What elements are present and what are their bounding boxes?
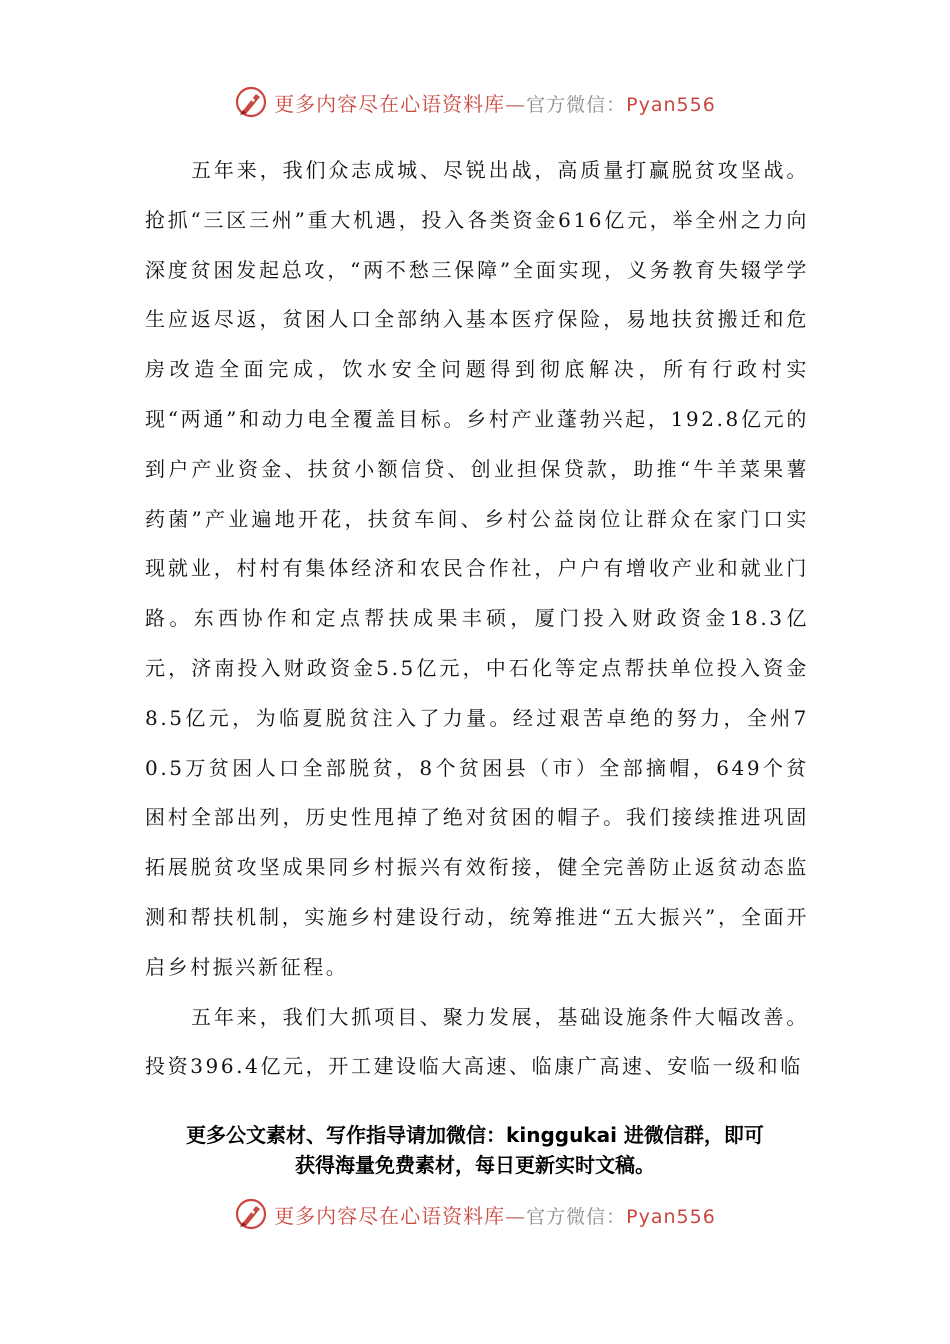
watermark-official: 官方微信： — [526, 93, 627, 116]
watermark-separator: — — [505, 1203, 527, 1228]
watermark-official: 官方微信： — [526, 1205, 627, 1228]
footer-watermark — [0, 1194, 950, 1234]
pen-nib-logo-icon — [234, 85, 268, 119]
watermark-text — [274, 88, 716, 117]
header-watermark — [0, 82, 950, 122]
promo-note-line-2: 获得海量免费素材，每日更新实时文稿。 — [295, 1153, 655, 1177]
watermark-main: 更多内容尽在心语资料库 — [274, 91, 506, 116]
pen-nib-logo-icon — [234, 1197, 268, 1231]
watermark-main: 更多内容尽在心语资料库 — [274, 1203, 506, 1228]
watermark-wechat-id: Pyan556 — [626, 1205, 716, 1228]
watermark-text — [274, 1200, 716, 1229]
promo-note — [0, 1120, 950, 1180]
paragraph-poverty-alleviation: 五年来，我们众志成城、尽锐出战，高质量打赢脱贫攻坚战。抢抓“三区三州”重大机遇，投入各类资金616亿元，举全州之力向深度贫困发起总攻，“两不愁三保障”全面实现，义务教育失辍学学生应返尽返，贫困人口全部纳入基本医疗保险，易地扶贫搬迁和危房改造全面完成，饮水安全问题得到彻底解决，所有行政村实现“两通”和动力电全覆盖目标。乡村产业蓬勃兴起，192.8亿元的到户产业资金、扶贫小额信贷、创业担保贷款，助推“牛羊菜果薯药菌”产业遍地开花，扶贫车间、乡村公益岗位让群众在家门口实现就业，村村有集体经济和农民合作社，户户有增收产业和就业门路。东西协作和定点帮扶成果丰硕，厦门投入财政资金18.3亿元，济南投入财政资金5.5亿元，中石化等定点帮扶单位投入资金8.5亿元，为临夏脱贫注入了力量。经过艰苦卓绝的努力，全州70.5万贫困人口全部脱贫，8个贫困县（市）全部摘帽，649个贫困村全部出列，历史性甩掉了绝对贫困的帽子。我们接续推进巩固拓展脱贫攻坚成果同乡村振兴有效衔接，健全完善防止返贫动态监测和帮扶机制，实施乡村建设行动，统筹推进“五大振兴”，全面开启乡村振兴新征程。 — [145, 158, 809, 979]
document-body — [145, 146, 809, 1092]
watermark-separator: — — [505, 91, 527, 116]
paragraph-infrastructure: 五年来，我们大抓项目、聚力发展，基础设施条件大幅改善。投资396.4亿元，开工建设临大高速、临康广高速、安临一级和临 — [145, 1004, 809, 1079]
promo-note-line-1: 更多公文素材、写作指导请加微信：kinggukai 进微信群，即可 — [186, 1123, 764, 1147]
watermark-wechat-id: Pyan556 — [626, 93, 716, 116]
